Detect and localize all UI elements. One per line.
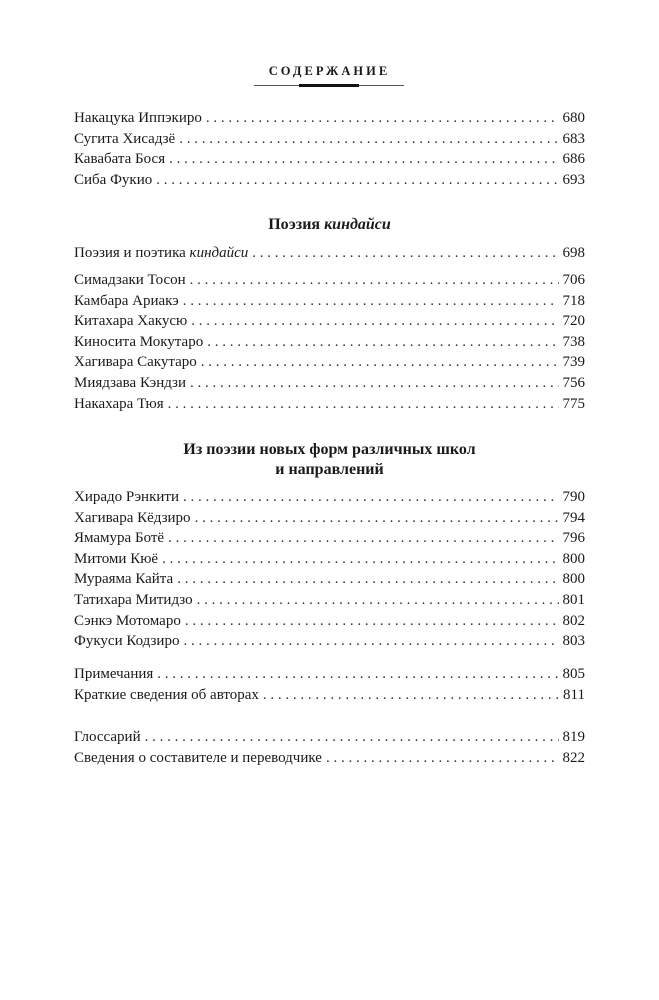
toc-entry: Кавабата Бося . . . 686 — [74, 149, 585, 170]
toc-group-2 — [74, 270, 585, 414]
toc-entry: Хагивара Кёдзиро . . . 794 — [74, 508, 585, 529]
toc-entry: Миядзава Кэндзи . . . 756 — [74, 373, 585, 394]
toc-entry: Татихара Митидзо . . . 801 — [74, 590, 585, 611]
header-rule-accent — [299, 84, 359, 87]
toc-entry: Поэзия и поэтика киндайси . . . 698 — [74, 243, 585, 264]
toc-entry: Камбара Ариакэ . . . 718 — [74, 291, 585, 312]
toc-group-4 — [74, 664, 585, 705]
toc-entry: Сиба Фукио . . . 693 — [74, 170, 585, 191]
toc-entry: Сведения о составителе и переводчике . . . 822 — [74, 748, 585, 769]
toc-entry: Китахара Хакусю . . . 720 — [74, 311, 585, 332]
toc-entry: Ямамура Ботё . . . 796 — [74, 528, 585, 549]
toc-entry: Накахара Тюя . . . 775 — [74, 394, 585, 415]
section-heading-kindaishi: Поэзия киндайси — [268, 216, 391, 233]
toc-entry: Примечания . . . 805 — [74, 664, 585, 685]
toc-entry: Митоми Кюё . . . 800 — [74, 549, 585, 570]
section-heading-new-forms: Из поэзии новых форм различных школ и направлений — [183, 441, 476, 478]
toc-entry: Краткие сведения об авторах . . . 811 — [74, 685, 585, 706]
running-head: СОДЕРЖАНИЕ — [268, 64, 391, 78]
toc-entry: Хагивара Сакутаро . . . 739 — [74, 352, 585, 373]
toc-group-1 — [74, 108, 585, 190]
toc-entry: Сэнкэ Мотомаро . . . 802 — [74, 611, 585, 632]
toc-group-5 — [74, 727, 585, 768]
toc-entry: Хирадо Рэнкити . . . 790 — [74, 487, 585, 508]
toc-entry: Сугита Хисадзё . . . 683 — [74, 129, 585, 150]
toc-group-3 — [74, 487, 585, 652]
toc-group-2-intro — [74, 243, 585, 264]
toc-entry: Симадзаки Тосон . . . 706 — [74, 270, 585, 291]
toc-entry: Накацука Иппэкиро . . . 680 — [74, 108, 585, 129]
toc-entry: Киносита Мокутаро . . . 738 — [74, 332, 585, 353]
toc-entry: Глоссарий . . . 819 — [74, 727, 585, 748]
toc-entry: Мураяма Кайта . . . 800 — [74, 569, 585, 590]
toc-entry: Фукуси Кодзиро . . . 803 — [74, 631, 585, 652]
